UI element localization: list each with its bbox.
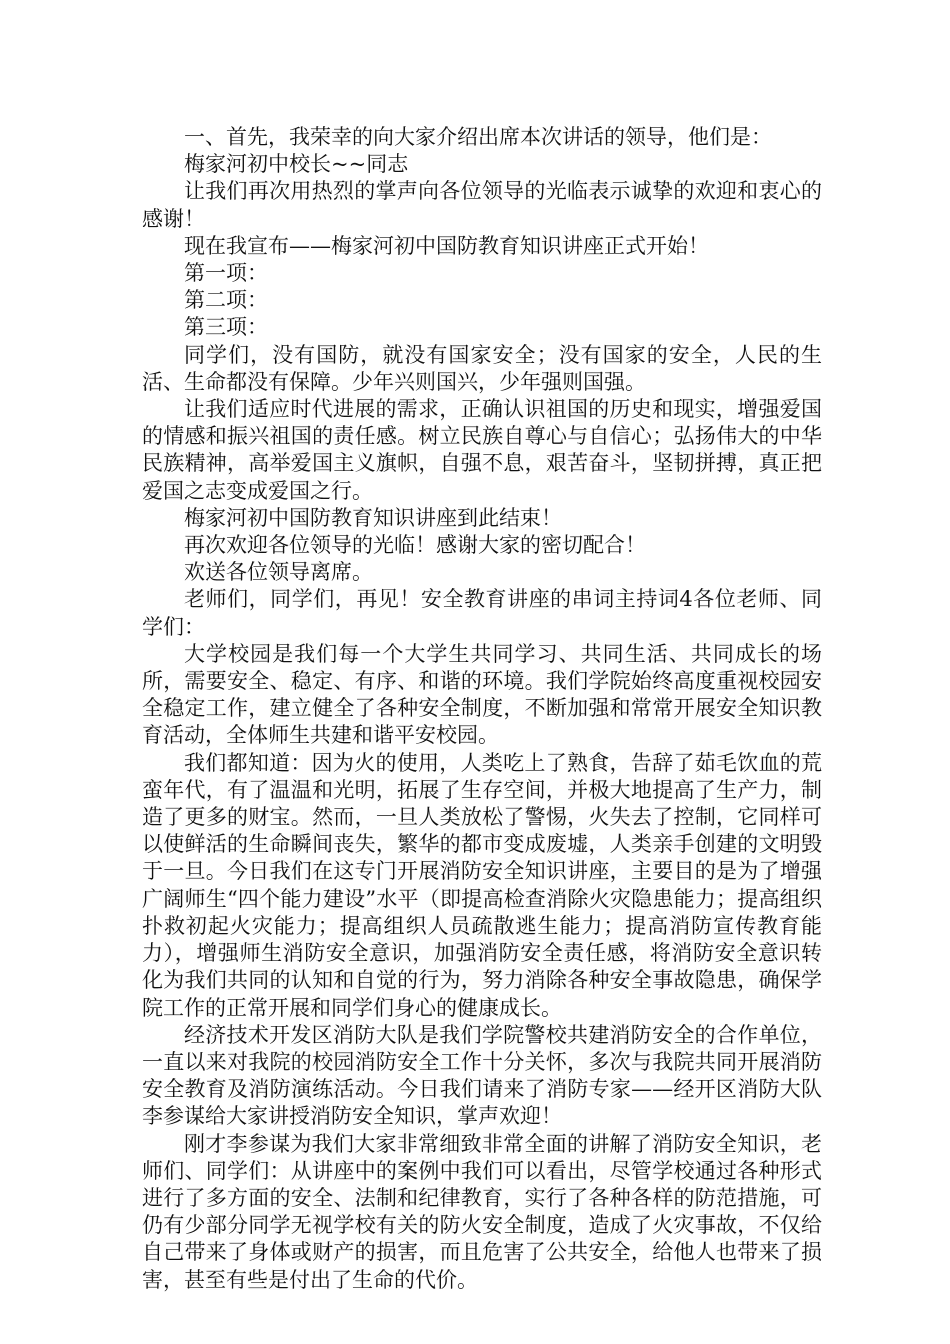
paragraph-thanks: 再次欢迎各位领导的光临！感谢大家的密切配合！: [184, 533, 646, 558]
paragraph-item-3: 第三项：: [184, 315, 268, 340]
paragraph-fire-brigade: 经济技术开发区消防大队是我们学院警校共建消防安全的合作单位，一直以来对我院的校园消防安全工作十分关怀，多次与我院共同开展消防安全教育及消防演练活动。今日我们请来了消防专家——经开区消防大队李参谋给大家讲授消防安全知识，掌声欢迎！: [142, 1022, 822, 1129]
document-body: [142, 124, 822, 1294]
paragraph-principal: 梅家河初中校长~~同志: [184, 152, 409, 177]
paragraph-farewell-leaders: 欢送各位领导离席。: [184, 560, 373, 585]
paragraph-intro-leaders: 一、首先，我荣幸的向大家介绍出席本次讲话的领导，他们是：: [184, 125, 772, 149]
paragraph-lecture-end: 梅家河初中国防教育知识讲座到此结束！: [184, 505, 562, 530]
paragraph-summary: 刚才李参谋为我们大家非常细致非常全面的讲解了消防安全知识，老师们、同学们：从讲座中的案例中我们可以看出，尽管学校通过各种形式进行了多方面的安全、法制和纪律教育，实行了各种各样的防范措施，可仍有少部分同学无视学校有关的防火安全制度，造成了火灾事故，不仅给自己带来了身体或财产的损害，而且危害了公共安全，给他人也带来了损害，甚至有些是付出了生命的代价。: [142, 1131, 822, 1292]
paragraph-item-2: 第二项：: [184, 288, 268, 313]
paragraph-patriotism: 让我们适应时代进展的需求，正确认识祖国的历史和现实，增强爱国的情感和振兴祖国的责任感。树立民族自尊心与自信心；弘扬伟大的中华民族精神，高举爱国主义旗帜，自强不息，艰苦奋斗，坚韧拼搏，真正把爱国之志变成爱国之行。: [142, 397, 822, 503]
paragraph-announce-start: 现在我宣布——梅家河初中国防教育知识讲座正式开始！: [184, 233, 709, 258]
paragraph-goodbye: 老师们，同学们，再见！安全教育讲座的串词主持词4各位老师、同学们：: [142, 587, 822, 639]
paragraph-item-1: 第一项：: [184, 261, 268, 286]
paragraph-welcome: 让我们再次用热烈的掌声向各位领导的光临表示诚挚的欢迎和衷心的感谢！: [142, 179, 822, 231]
paragraph-fire: 我们都知道：因为火的使用，人类吃上了熟食，告辞了茹毛饮血的荒蛮年代，有了温温和光明，拓展了生存空间，并极大地提高了生产力，制造了更多的财宝。然而，一旦人类放松了警惕，火失去了控制，它同样可以使鲜活的生命瞬间丧失，繁华的都市变成废墟，人类亲手创建的文明毁于一旦。今日我们在这专门开展消防安全知识讲座，主要目的是为了增强广阔师生“四个能力建设”水平（即提高检查消除火灾隐患能力；提高组织扑救初起火灾能力；提高组织人员疏散逃生能力；提高消防宣传教育能力），增强师生消防安全意识，加强消防安全责任感，将消防安全意识转化为我们共同的认知和自觉的行为，努力消除各种安全事故隐患，确保学院工作的正常开展和同学们身心的健康成长。: [142, 750, 822, 1020]
paragraph-national-defense: 同学们，没有国防，就没有国家安全；没有国家的安全，人民的生活、生命都没有保障。少年兴则国兴，少年强则国强。: [142, 342, 822, 394]
paragraph-campus: 大学校园是我们每一个大学生共同学习、共同生活、共同成长的场所，需要安全、稳定、有序、和谐的环境。我们学院始终高度重视校园安全稳定工作，建立健全了各种安全制度，不断加强和常常开展安全知识教育活动，全体师生共建和谐平安校园。: [142, 641, 822, 748]
